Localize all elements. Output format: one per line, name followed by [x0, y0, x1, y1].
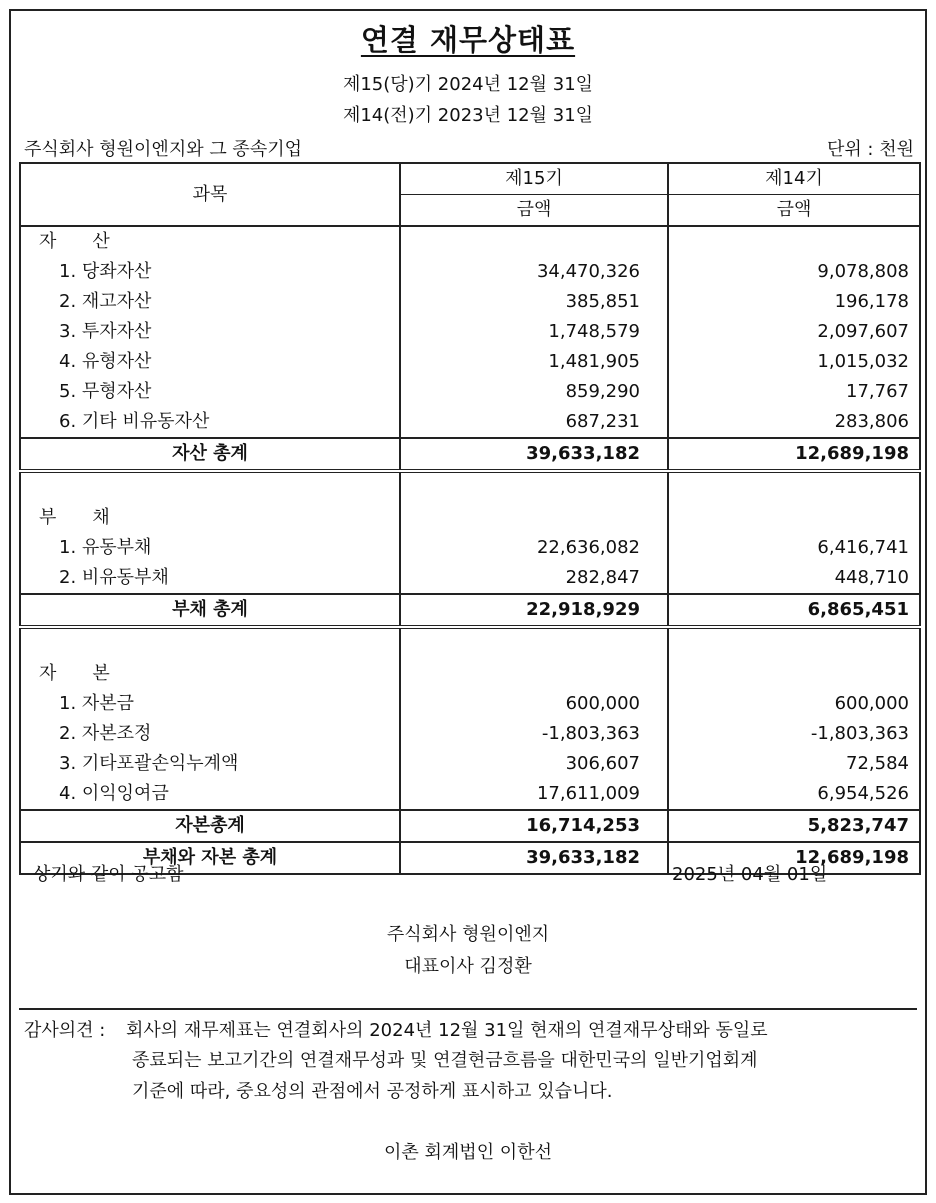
- company-name: 주식회사 형원이엔지와 그 종속기업: [24, 139, 302, 160]
- divider: [19, 1008, 917, 1010]
- spacer-cell: [20, 627, 400, 659]
- spacer-cell: [400, 627, 668, 659]
- account-label: 5. 무형자산: [20, 377, 400, 407]
- account-label: 1. 당좌자산: [20, 257, 400, 287]
- total-label: 부채 총계: [20, 594, 400, 627]
- empty-cell: [668, 659, 920, 689]
- balance-sheet-table: [19, 162, 921, 875]
- table-row: [20, 749, 920, 779]
- total-row: [20, 810, 920, 842]
- current-amount: 600,000: [400, 689, 668, 719]
- table-row: [20, 719, 920, 749]
- table-header-row: [20, 163, 920, 195]
- prior-amount: 2,097,607: [668, 317, 920, 347]
- current-amount: 282,847: [400, 563, 668, 594]
- header-prior-period: 제14기: [668, 163, 920, 195]
- account-label: 3. 투자자산: [20, 317, 400, 347]
- account-label: 4. 유형자산: [20, 347, 400, 377]
- account-label: 6. 기타 비유동자산: [20, 407, 400, 438]
- auditor-name: 이촌 회계법인 이한선: [384, 1142, 552, 1163]
- opinion-label: 감사의견 :: [24, 1020, 106, 1041]
- current-amount: 1,748,579: [400, 317, 668, 347]
- section-heading: 부 채: [20, 503, 400, 533]
- account-label: 2. 자본조정: [20, 719, 400, 749]
- section-heading-row: [20, 503, 920, 533]
- announcement-date: 2025년 04월 01일: [672, 864, 828, 885]
- total-label: 자산 총계: [20, 438, 400, 471]
- empty-cell: [668, 226, 920, 257]
- grand-total-label: 부채와 자본 총계: [20, 842, 400, 874]
- empty-cell: [400, 226, 668, 257]
- current-amount: 385,851: [400, 287, 668, 317]
- unit-label: 단위 : 천원: [826, 139, 914, 160]
- total-prior: 12,689,198: [668, 438, 920, 471]
- header-current-period: 제15기: [400, 163, 668, 195]
- prior-period: 제14(전)기 2023년 12월 31일: [342, 105, 594, 126]
- current-amount: -1,803,363: [400, 719, 668, 749]
- total-label: 자본총계: [20, 810, 400, 842]
- announcement-text: 상기와 같이 공고함: [33, 864, 184, 885]
- account-label: 3. 기타포괄손익누계액: [20, 749, 400, 779]
- total-row: [20, 438, 920, 471]
- table-row: [20, 257, 920, 287]
- empty-cell: [400, 503, 668, 533]
- section-heading: 자 산: [20, 226, 400, 257]
- section-heading: 자 본: [20, 659, 400, 689]
- signer-company: 주식회사 형원이엔지: [386, 924, 550, 945]
- prior-amount: 600,000: [668, 689, 920, 719]
- section-heading-row: [20, 659, 920, 689]
- spacer-cell: [20, 471, 400, 503]
- signer-ceo: 대표이사 김정환: [404, 956, 532, 977]
- table-row: [20, 779, 920, 810]
- total-prior: 5,823,747: [668, 810, 920, 842]
- account-label: 2. 비유동부채: [20, 563, 400, 594]
- table-row: [20, 347, 920, 377]
- prior-amount: 448,710: [668, 563, 920, 594]
- account-label: 1. 자본금: [20, 689, 400, 719]
- total-row: [20, 594, 920, 627]
- table-row: [20, 287, 920, 317]
- table-row: [20, 407, 920, 438]
- table-row: [20, 377, 920, 407]
- prior-amount: 17,767: [668, 377, 920, 407]
- total-current: 16,714,253: [400, 810, 668, 842]
- total-prior: 6,865,451: [668, 594, 920, 627]
- header-current-amount: 금액: [400, 195, 668, 227]
- header-prior-amount: 금액: [668, 195, 920, 227]
- current-period: 제15(당)기 2024년 12월 31일: [342, 74, 594, 95]
- section-spacer: [20, 471, 920, 503]
- table-row: [20, 689, 920, 719]
- header-subject: 과목: [20, 163, 400, 226]
- account-label: 4. 이익잉여금: [20, 779, 400, 810]
- total-current: 39,633,182: [400, 438, 668, 471]
- table-row: [20, 563, 920, 594]
- prior-amount: 6,954,526: [668, 779, 920, 810]
- prior-amount: -1,803,363: [668, 719, 920, 749]
- prior-amount: 6,416,741: [668, 533, 920, 563]
- spacer-cell: [668, 627, 920, 659]
- opinion-line: 종료되는 보고기간의 연결재무성과 및 연결현금흐름을 대한민국의 일반기업회계: [132, 1050, 758, 1071]
- current-amount: 1,481,905: [400, 347, 668, 377]
- section-spacer: [20, 627, 920, 659]
- document-title: 연결 재무상태표: [360, 23, 576, 57]
- empty-cell: [668, 503, 920, 533]
- empty-cell: [400, 659, 668, 689]
- current-amount: 17,611,009: [400, 779, 668, 810]
- current-amount: 34,470,326: [400, 257, 668, 287]
- opinion-line: 기준에 따라, 중요성의 관점에서 공정하게 표시하고 있습니다.: [132, 1081, 613, 1102]
- grand-total-current: 39,633,182: [400, 842, 668, 874]
- grand-total-prior: 12,689,198: [668, 842, 920, 874]
- prior-amount: 9,078,808: [668, 257, 920, 287]
- current-amount: 859,290: [400, 377, 668, 407]
- account-label: 1. 유동부채: [20, 533, 400, 563]
- prior-amount: 1,015,032: [668, 347, 920, 377]
- table-row: [20, 317, 920, 347]
- prior-amount: 283,806: [668, 407, 920, 438]
- current-amount: 687,231: [400, 407, 668, 438]
- spacer-cell: [668, 471, 920, 503]
- current-amount: 22,636,082: [400, 533, 668, 563]
- spacer-cell: [400, 471, 668, 503]
- account-label: 2. 재고자산: [20, 287, 400, 317]
- total-current: 22,918,929: [400, 594, 668, 627]
- prior-amount: 196,178: [668, 287, 920, 317]
- opinion-line: 회사의 재무제표는 연결회사의 2024년 12월 31일 현재의 연결재무상태와 동일로: [126, 1020, 768, 1041]
- current-amount: 306,607: [400, 749, 668, 779]
- prior-amount: 72,584: [668, 749, 920, 779]
- table-row: [20, 533, 920, 563]
- section-heading-row: [20, 226, 920, 257]
